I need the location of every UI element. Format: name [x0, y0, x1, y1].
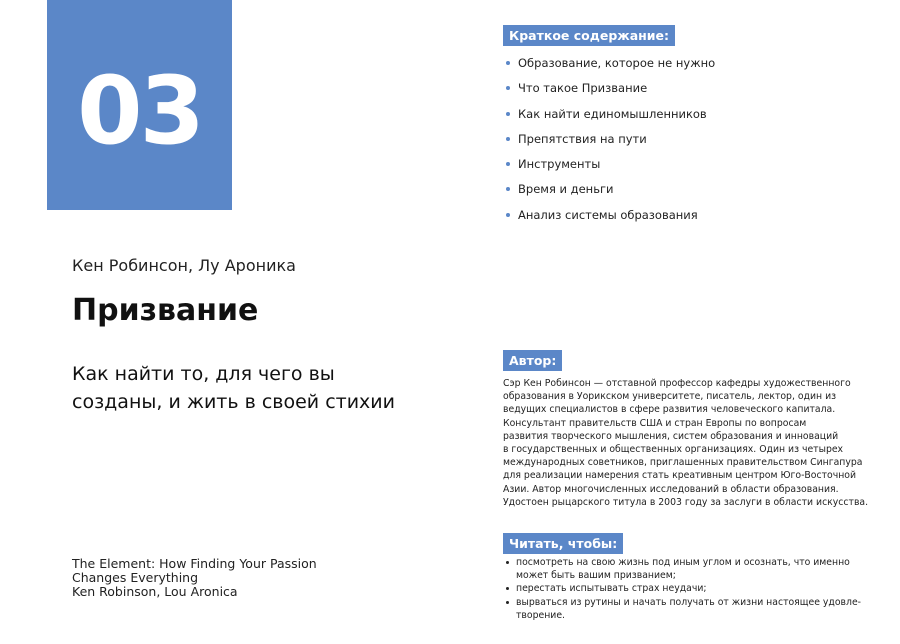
read-to-item: вырваться из рутины и начать получать от жизни настоящее удовле- творение.: [504, 596, 844, 622]
original-title-block: [72, 557, 317, 599]
author-description: Сэр Кен Робинсон — отставной профессор кафедры художественного образования в Уорикском университете, писатель, лектор, один из ведущих специалистов в сфере развития человеческого капитала. Консультант правительств США и стран Европы по вопросам развития творческого мышления, систем образования и инноваций в государственных и общественных организациях. Один из четырех международных советников, приглашенных правительством Сингапура для реализации намерения стать креативным центром Юго-Восточной Азии. Автор многочисленных исследований в области образования. Удостоен рыцарского титула в 2003 году за заслуги в области искусства.: [503, 378, 869, 508]
book-authors: Кен Робинсон, Лу Ароника: [72, 256, 296, 275]
bullet-icon: [506, 112, 510, 116]
original-title-line: Changes Everything: [72, 570, 199, 585]
summary-item: Образование, которое не нужно: [504, 53, 715, 78]
bullet-icon: [506, 137, 510, 141]
read-to-item: перестать испытывать страх неудачи;: [504, 582, 844, 595]
original-title-line: The Element: How Finding Your Passion: [72, 556, 317, 571]
summary-item: Что такое Призвание: [504, 78, 715, 103]
summary-item: Анализ системы образования: [504, 205, 715, 230]
bullet-icon: [506, 587, 509, 590]
bullet-icon: [506, 86, 510, 90]
read-to-item: посмотреть на свою жизнь под иным углом и осознать, что именно может быть вашим призванием;: [504, 556, 844, 582]
book-subtitle: Как найти то, для чего вы созданы, и жить в своей стихии: [72, 363, 395, 413]
chapter-number: 03: [77, 57, 202, 166]
summary-list: [504, 53, 715, 230]
chapter-number-block: [47, 0, 232, 210]
summary-item: Инструменты: [504, 154, 715, 179]
bullet-icon: [506, 601, 509, 604]
original-authors: Ken Robinson, Lou Aronica: [72, 584, 238, 599]
bullet-icon: [506, 561, 509, 564]
bullet-icon: [506, 213, 510, 217]
author-label: Автор:: [503, 350, 562, 371]
summary-item: Как найти единомышленников: [504, 104, 715, 129]
summary-label: Краткое содержание:: [503, 25, 675, 46]
bullet-icon: [506, 61, 510, 65]
summary-item: Препятствия на пути: [504, 129, 715, 154]
read-to-list: [504, 556, 862, 622]
bullet-icon: [506, 187, 510, 191]
summary-item: Время и деньги: [504, 179, 715, 204]
book-title: Призвание: [72, 293, 259, 328]
read-to-label: Читать, чтобы:: [503, 533, 623, 554]
bullet-icon: [506, 162, 510, 166]
